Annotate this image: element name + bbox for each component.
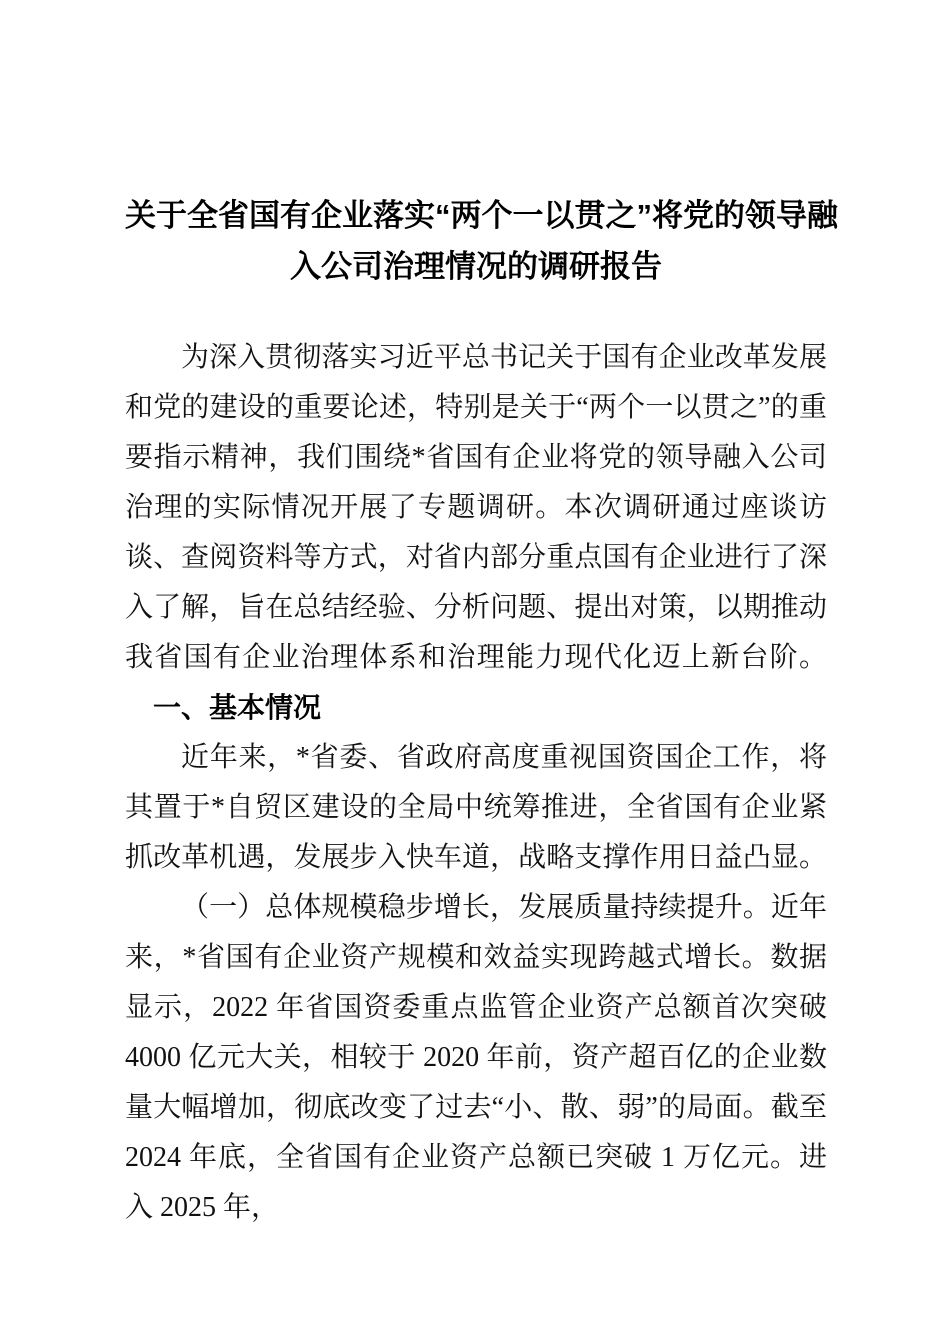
page-title <box>125 190 838 292</box>
page-title-line-2: 入公司治理情况的调研报告 <box>290 249 662 284</box>
page-title-line-1: 关于全省国有企业落实“两个一以贯之”将党的领导融 <box>125 198 838 233</box>
paragraph-2: （一）总体规模稳步增长，发展质量持续提升。近年来，*省国有企业资产规模和效益实现跨越式增长。数据显示，2022 年省国资委重点监管企业资产总额首次突破 4000 亿元大关，相较于 2020 年前，资产超百亿的企业数量大幅增加，彻底改变了过去“小、散、弱”的局面。截至 2024 年底，全省国有企业资产总额已突破 1 万亿元。进入 2025 年， <box>125 892 827 1223</box>
paragraph-intro: 为深入贯彻落实习近平总书记关于国有企业改革发展和党的建设的重要论述，特别是关于“两个一以贯之”的重要指示精神，我们围绕*省国有企业将党的领导融入公司治理的实际情况开展了专题调研。本次调研通过座谈访谈、查阅资料等方式，对省内部分重点国有企业进行了深入了解，旨在总结经验、分析问题、提出对策，以期推动我省国有企业治理体系和治理能力现代化迈上新台阶。 <box>125 342 827 673</box>
document-content <box>125 190 838 1233</box>
section-heading-1: 一、基本情况 <box>153 692 322 723</box>
paragraph-1: 近年来，*省委、省政府高度重视国资国企工作，将其置于*自贸区建设的全局中统筹推进，全省国有企业紧抓改革机遇，发展步入快车道，战略支撑作用日益凸显。 <box>125 742 827 873</box>
document-body <box>125 333 827 1233</box>
